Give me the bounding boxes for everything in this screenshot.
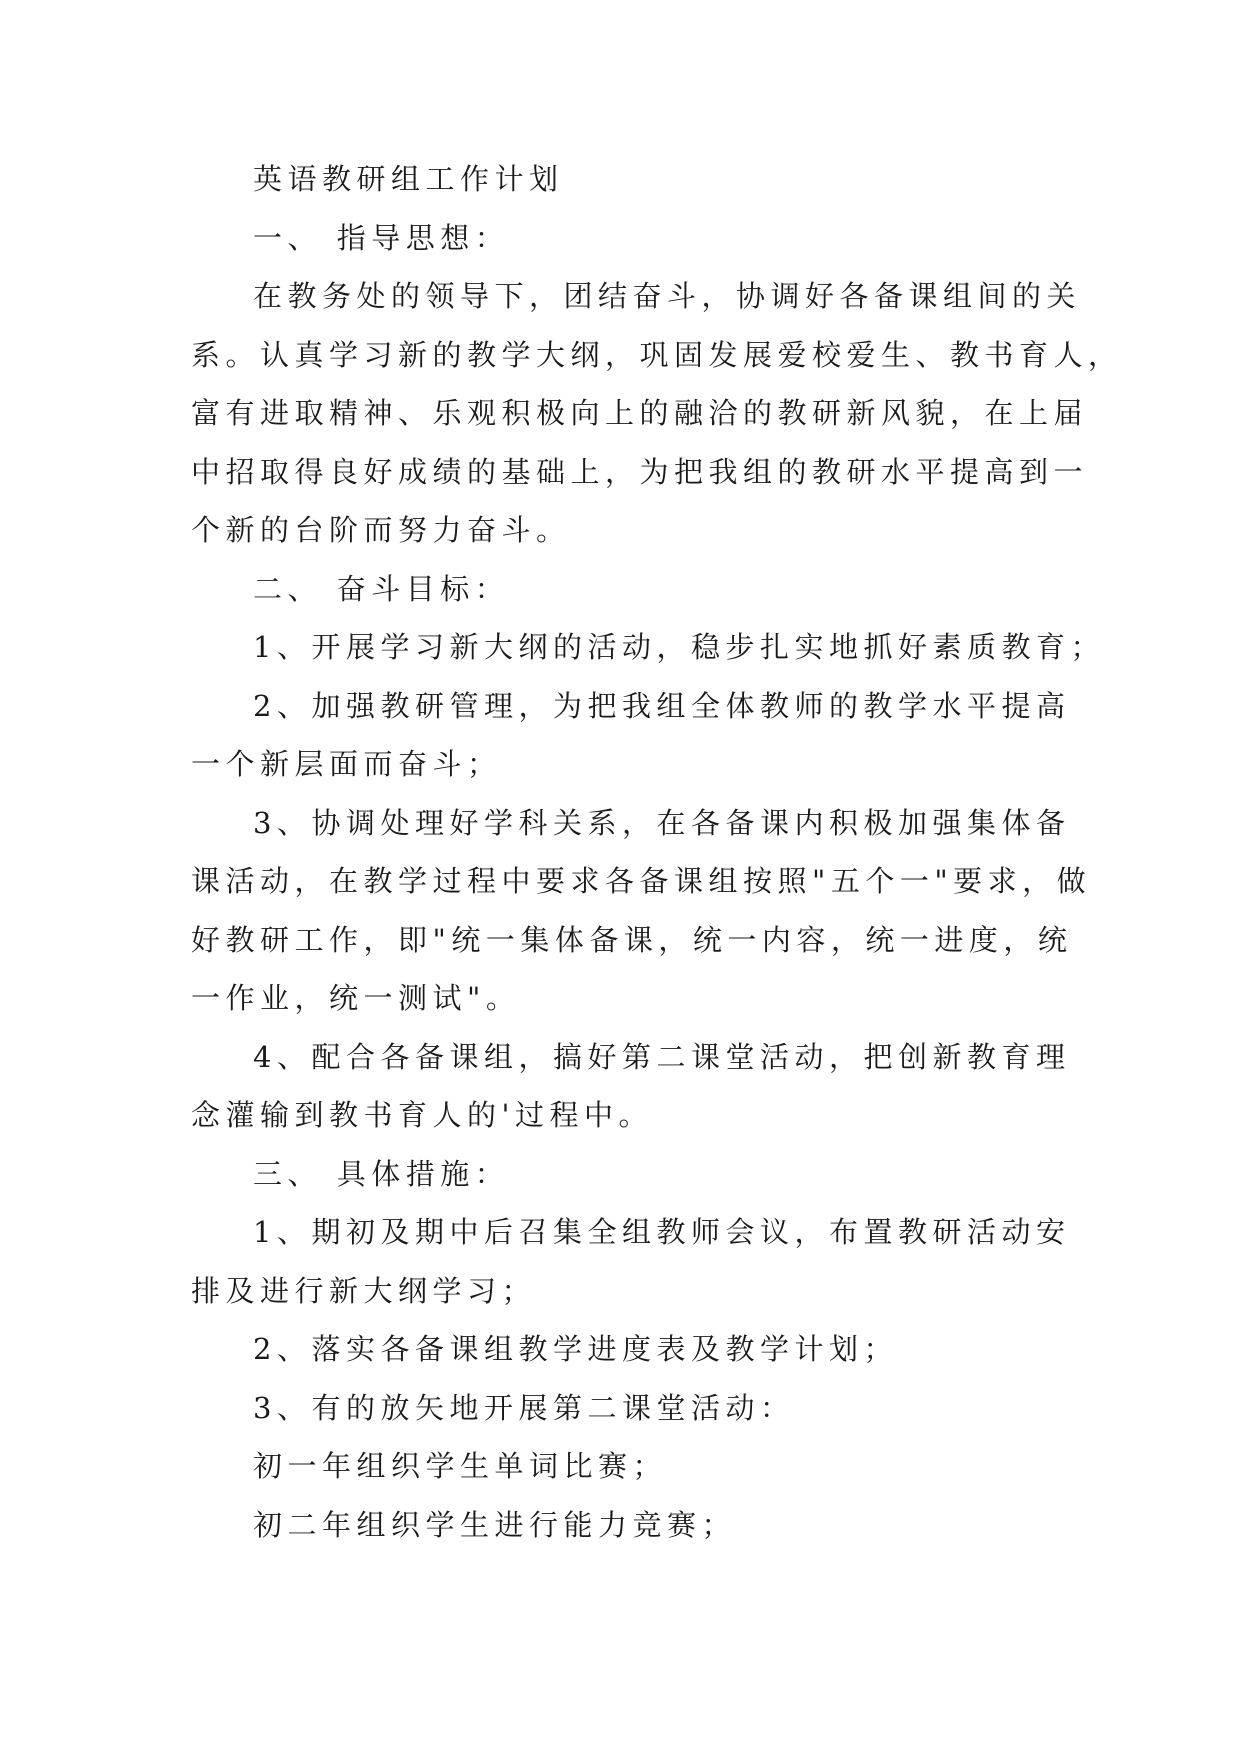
- list-item-line: 课活动，在教学过程中要求各备课组按照"五个一"要求，做: [191, 864, 1092, 898]
- paragraph-line: 在教务处的领导下，团结奋斗，协调好各备课组间的关: [253, 279, 1082, 313]
- list-item-line: 初一年组织学生单词比赛；: [253, 1449, 668, 1483]
- document-title: 英语教研组工作计划: [253, 162, 564, 196]
- list-item-line: 2、落实各备课组教学进度表及教学计划；: [253, 1332, 898, 1366]
- list-item-line: 3、协调处理好学科关系，在各备课内积极加强集体备: [253, 805, 1071, 840]
- paragraph-line: 中招取得良好成绩的基础上，为把我组的教研水平提高到一: [191, 454, 1089, 489]
- list-item-line: 念灌输到教书育人的'过程中。: [191, 1098, 653, 1132]
- document-body: [191, 150, 1123, 1554]
- section-heading-measures: 三、 具体措施：: [253, 1156, 510, 1191]
- paragraph-line: 系。认真学习新的教学大纲，巩固发展爱校爱生、教书育人，: [191, 337, 1123, 372]
- list-item-line: 排及进行新大纲学习；: [191, 1273, 537, 1308]
- list-item-line: 初二年组织学生进行能力竞赛；: [253, 1507, 737, 1542]
- list-item-line: 2、加强教研管理，为把我组全体教师的教学水平提高: [253, 688, 1071, 723]
- list-item-line: 一个新层面而奋斗；: [191, 747, 502, 781]
- list-item-line: 一作业，统一测试"。: [191, 981, 521, 1015]
- section-heading-guiding-ideology: 一、 指导思想：: [253, 220, 510, 255]
- list-item-line: 1、期初及期中后召集全组教师会议，布置教研活动安: [253, 1215, 1071, 1249]
- paragraph-line: 个新的台阶而努力奋斗。: [191, 513, 571, 547]
- section-heading-goals: 二、 奋斗目标：: [253, 571, 510, 606]
- list-item-line: 4、配合各备课组，搞好第二课堂活动，把创新教育理: [253, 1039, 1071, 1074]
- list-item-line: 3、有的放矢地开展第二课堂活动：: [253, 1390, 795, 1425]
- paragraph-line: 富有进取精神、乐观积极向上的融洽的教研新风貌，在上届: [191, 396, 1089, 430]
- list-item-line: 1、开展学习新大纲的活动，稳步扎实地抓好素质教育；: [253, 630, 1105, 664]
- list-item-line: 好教研工作，即"统一集体备课，统一内容，统一进度，统: [191, 922, 1073, 957]
